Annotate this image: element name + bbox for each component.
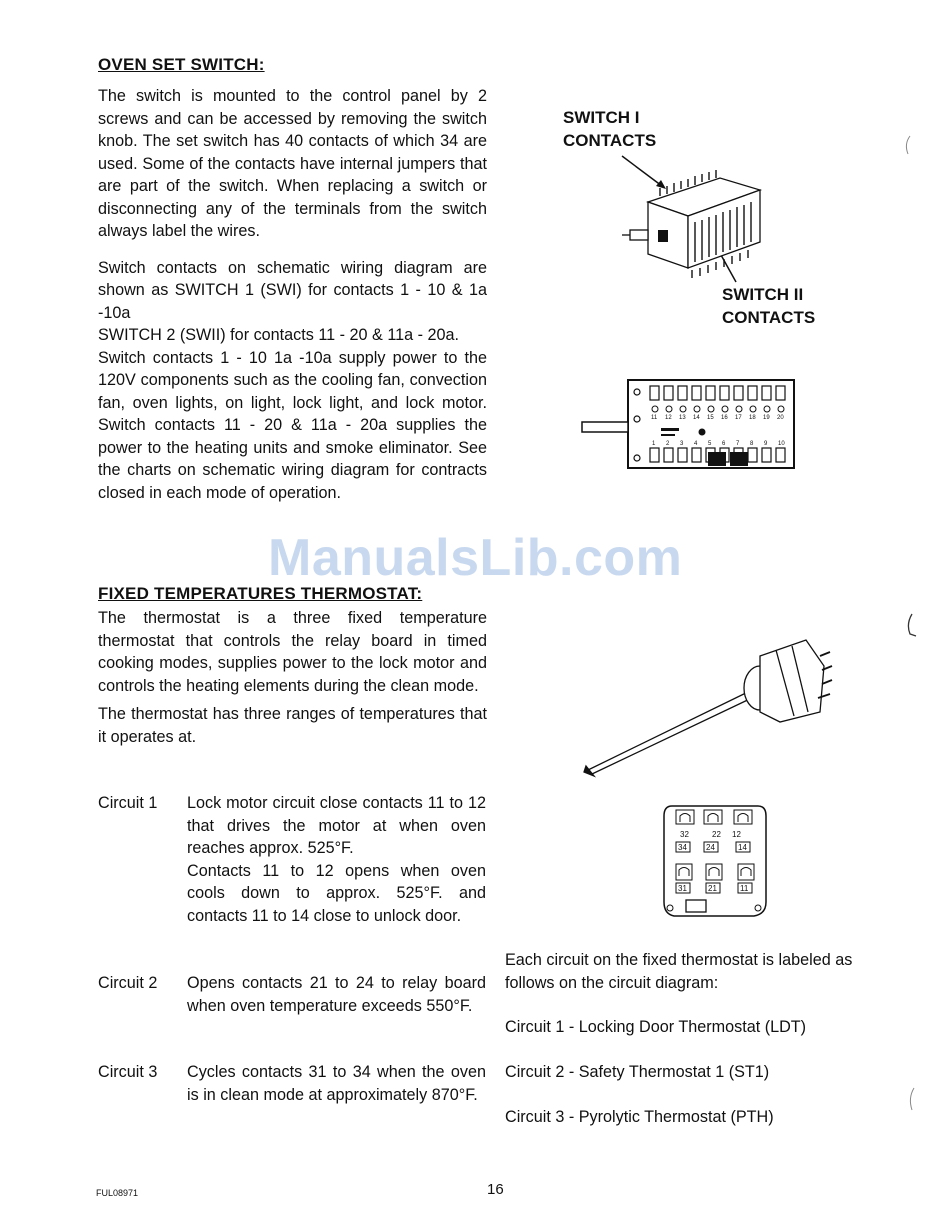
page-number: 16	[487, 1181, 504, 1198]
thermostat-text	[98, 607, 487, 748]
watermark: ManualsLib.com	[268, 529, 683, 587]
switch-bottom-contact	[776, 448, 785, 462]
switch-top-contact	[650, 386, 659, 400]
switch-top-contact	[762, 386, 771, 400]
oven-set-switch-heading: OVEN SET SWITCH:	[98, 55, 265, 74]
switch-bottom-contact	[748, 448, 757, 462]
switch-top-number: 12	[665, 415, 672, 421]
terminal-connector	[706, 864, 722, 880]
switch-bottom-contact	[692, 448, 701, 462]
switch-paragraph-4: Switch contacts 1 - 10 1a -10a supply power to the 120V components such as the cooling fan, convection fan, oven lights, on light, lock light, and lock motor. Switch contacts 11 - 20 & 11a - 20a supplies the power to the heating units and smoke eliminator. See the charts on schematic wiring diagram for contracts closed in each mode of operation.	[98, 348, 487, 502]
switch-bottom-number: 9	[764, 441, 768, 447]
circuit-2-label: Circuit 2	[98, 974, 158, 992]
terminal-label-32: 32	[680, 830, 689, 839]
thermostat-probe-bottom	[592, 696, 756, 774]
switch-bottom-contact	[762, 448, 771, 462]
circuit-2-text: Opens contacts 21 to 24 to relay board when oven temperature exceeds 550°F.	[187, 974, 486, 1015]
circuit-1-label: Circuit 1	[98, 794, 158, 812]
circuit-label-intro: Each circuit on the fixed thermostat is labeled as follows on the circuit diagram:	[505, 951, 853, 992]
switch-top-number: 15	[707, 415, 714, 421]
switch-paragraph-3: SWITCH 2 (SWII) for contacts 11 - 20 & 11a - 20a.	[98, 326, 460, 344]
circuit-1-designation: Circuit 1 - Locking Door Thermostat (LDT)	[505, 1018, 807, 1036]
switch-paragraph-2: Switch contacts on schematic wiring diagram are shown as SWITCH 1 (SWI) for contacts 1 - 10 & 1a -10a	[98, 258, 487, 322]
switch-bottom-number: 8	[750, 441, 754, 447]
circuit-1-text-a: Lock motor circuit close contacts 11 to 12 that drives the motor at when oven reaches approx. 525°F.	[187, 794, 486, 857]
switch-top-number: 19	[763, 415, 770, 421]
switch-1-callout-line2: CONTACTS	[563, 131, 657, 150]
thermostat-illustration	[580, 626, 840, 776]
switch-top-contact	[678, 386, 687, 400]
switch-top-contact	[734, 386, 743, 400]
terminal-label-14: 14	[738, 843, 747, 852]
switch-2-callout-line2: CONTACTS	[722, 308, 816, 327]
switch-top-number: 13	[679, 415, 686, 421]
switch-bottom-number: 7	[736, 441, 740, 447]
switch-top-contact	[720, 386, 729, 400]
switch-bottom-number: 10	[778, 441, 785, 447]
switch-top-number: 11	[651, 415, 658, 421]
switch-bottom-number: 5	[708, 441, 712, 447]
thermostat-paragraph-2: The thermostat has three ranges of temperatures that it operates at.	[98, 705, 487, 746]
callout-arrow-1	[622, 156, 662, 186]
circuit-3-text: Cycles contacts 31 to 34 when the oven is in clean mode at approximately 870°F.	[187, 1063, 486, 1104]
terminal-bottom-row	[676, 864, 754, 880]
switch-front-diagram	[578, 376, 800, 472]
switch-bottom-number: 4	[694, 441, 698, 447]
switch-top-contact	[664, 386, 673, 400]
switch-bottom-number: 6	[722, 441, 726, 447]
switch-1-callout-line1: SWITCH I	[563, 108, 640, 127]
switch-illustration	[600, 150, 820, 290]
switch-bottom-number: 1	[652, 441, 656, 447]
switch-dark-panel	[658, 230, 668, 242]
circuit-2-designation: Circuit 2 - Safety Thermostat 1 (ST1)	[505, 1063, 770, 1081]
switch-shaft	[582, 422, 628, 432]
switch-2-callout-line1: SWITCH II	[722, 285, 804, 304]
switch-bottom-contact	[650, 448, 659, 462]
terminal-connector	[676, 810, 694, 824]
thermostat-paragraph-1: The thermostat is a three fixed temperature thermostat that controls the relay board in timed cooking modes, supplies power to the lock motor and controls the heating elements during the clean mode.	[98, 609, 487, 695]
terminal-label-11: 11	[740, 884, 749, 893]
switch-top-number: 20	[777, 415, 784, 421]
switch-top-number: 17	[735, 415, 742, 421]
switch-bottom-number: 2	[666, 441, 670, 447]
switch-bottom-number: 3	[680, 441, 684, 447]
switch-1-callout	[563, 106, 656, 152]
switch-top-number: 14	[693, 415, 700, 421]
terminal-label-24: 24	[706, 843, 715, 852]
switch-top-contact	[706, 386, 715, 400]
switch-bottom-contact	[664, 448, 673, 462]
document-code: FUL08971	[96, 1188, 139, 1198]
terminal-label-22: 22	[712, 830, 721, 839]
terminal-connector	[738, 864, 754, 880]
terminal-connector	[676, 864, 692, 880]
switch-bottom-contact	[678, 448, 687, 462]
terminal-label-21: 21	[708, 884, 717, 893]
terminal-connector	[704, 810, 722, 824]
terminal-label-12: 12	[732, 830, 741, 839]
switch-top-number: 18	[749, 415, 756, 421]
switch-body	[622, 178, 760, 268]
switch-top-number: 16	[721, 415, 728, 421]
switch-top-contact	[692, 386, 701, 400]
terminal-diagram	[660, 804, 770, 920]
terminal-top-row	[676, 810, 752, 824]
terminal-label-34: 34	[678, 843, 687, 852]
circuit-3-designation: Circuit 3 - Pyrolytic Thermostat (PTH)	[505, 1108, 774, 1126]
thermostat-probe-top	[588, 690, 752, 770]
thermostat-heading: FIXED TEMPERATURES THERMOSTAT:	[98, 584, 423, 603]
circuit-1-text-b: Contacts 11 to 12 opens when oven cools down to approx. 525°F. and contacts 11 to 14 close to unlock door.	[187, 861, 486, 925]
switch-top-contact	[748, 386, 757, 400]
switch-paragraph-1: The switch is mounted to the control panel by 2 screws and can be accessed by removing the switch knob. The set switch has 40 contacts of which 34 are used. Some of the contacts have internal jumpers that are part of the switch. When replacing a switch or disconnecting any of the terminals from the switch always label the wires.	[98, 87, 487, 240]
circuit-3-label: Circuit 3	[98, 1063, 158, 1081]
oven-set-switch-text	[98, 85, 487, 504]
circuit-1-text	[187, 792, 486, 927]
switch-top-contact	[776, 386, 785, 400]
terminal-connector	[734, 810, 752, 824]
terminal-label-31: 31	[678, 884, 687, 893]
scan-marks	[900, 130, 930, 1120]
callout-arrow-1-head	[656, 180, 666, 189]
